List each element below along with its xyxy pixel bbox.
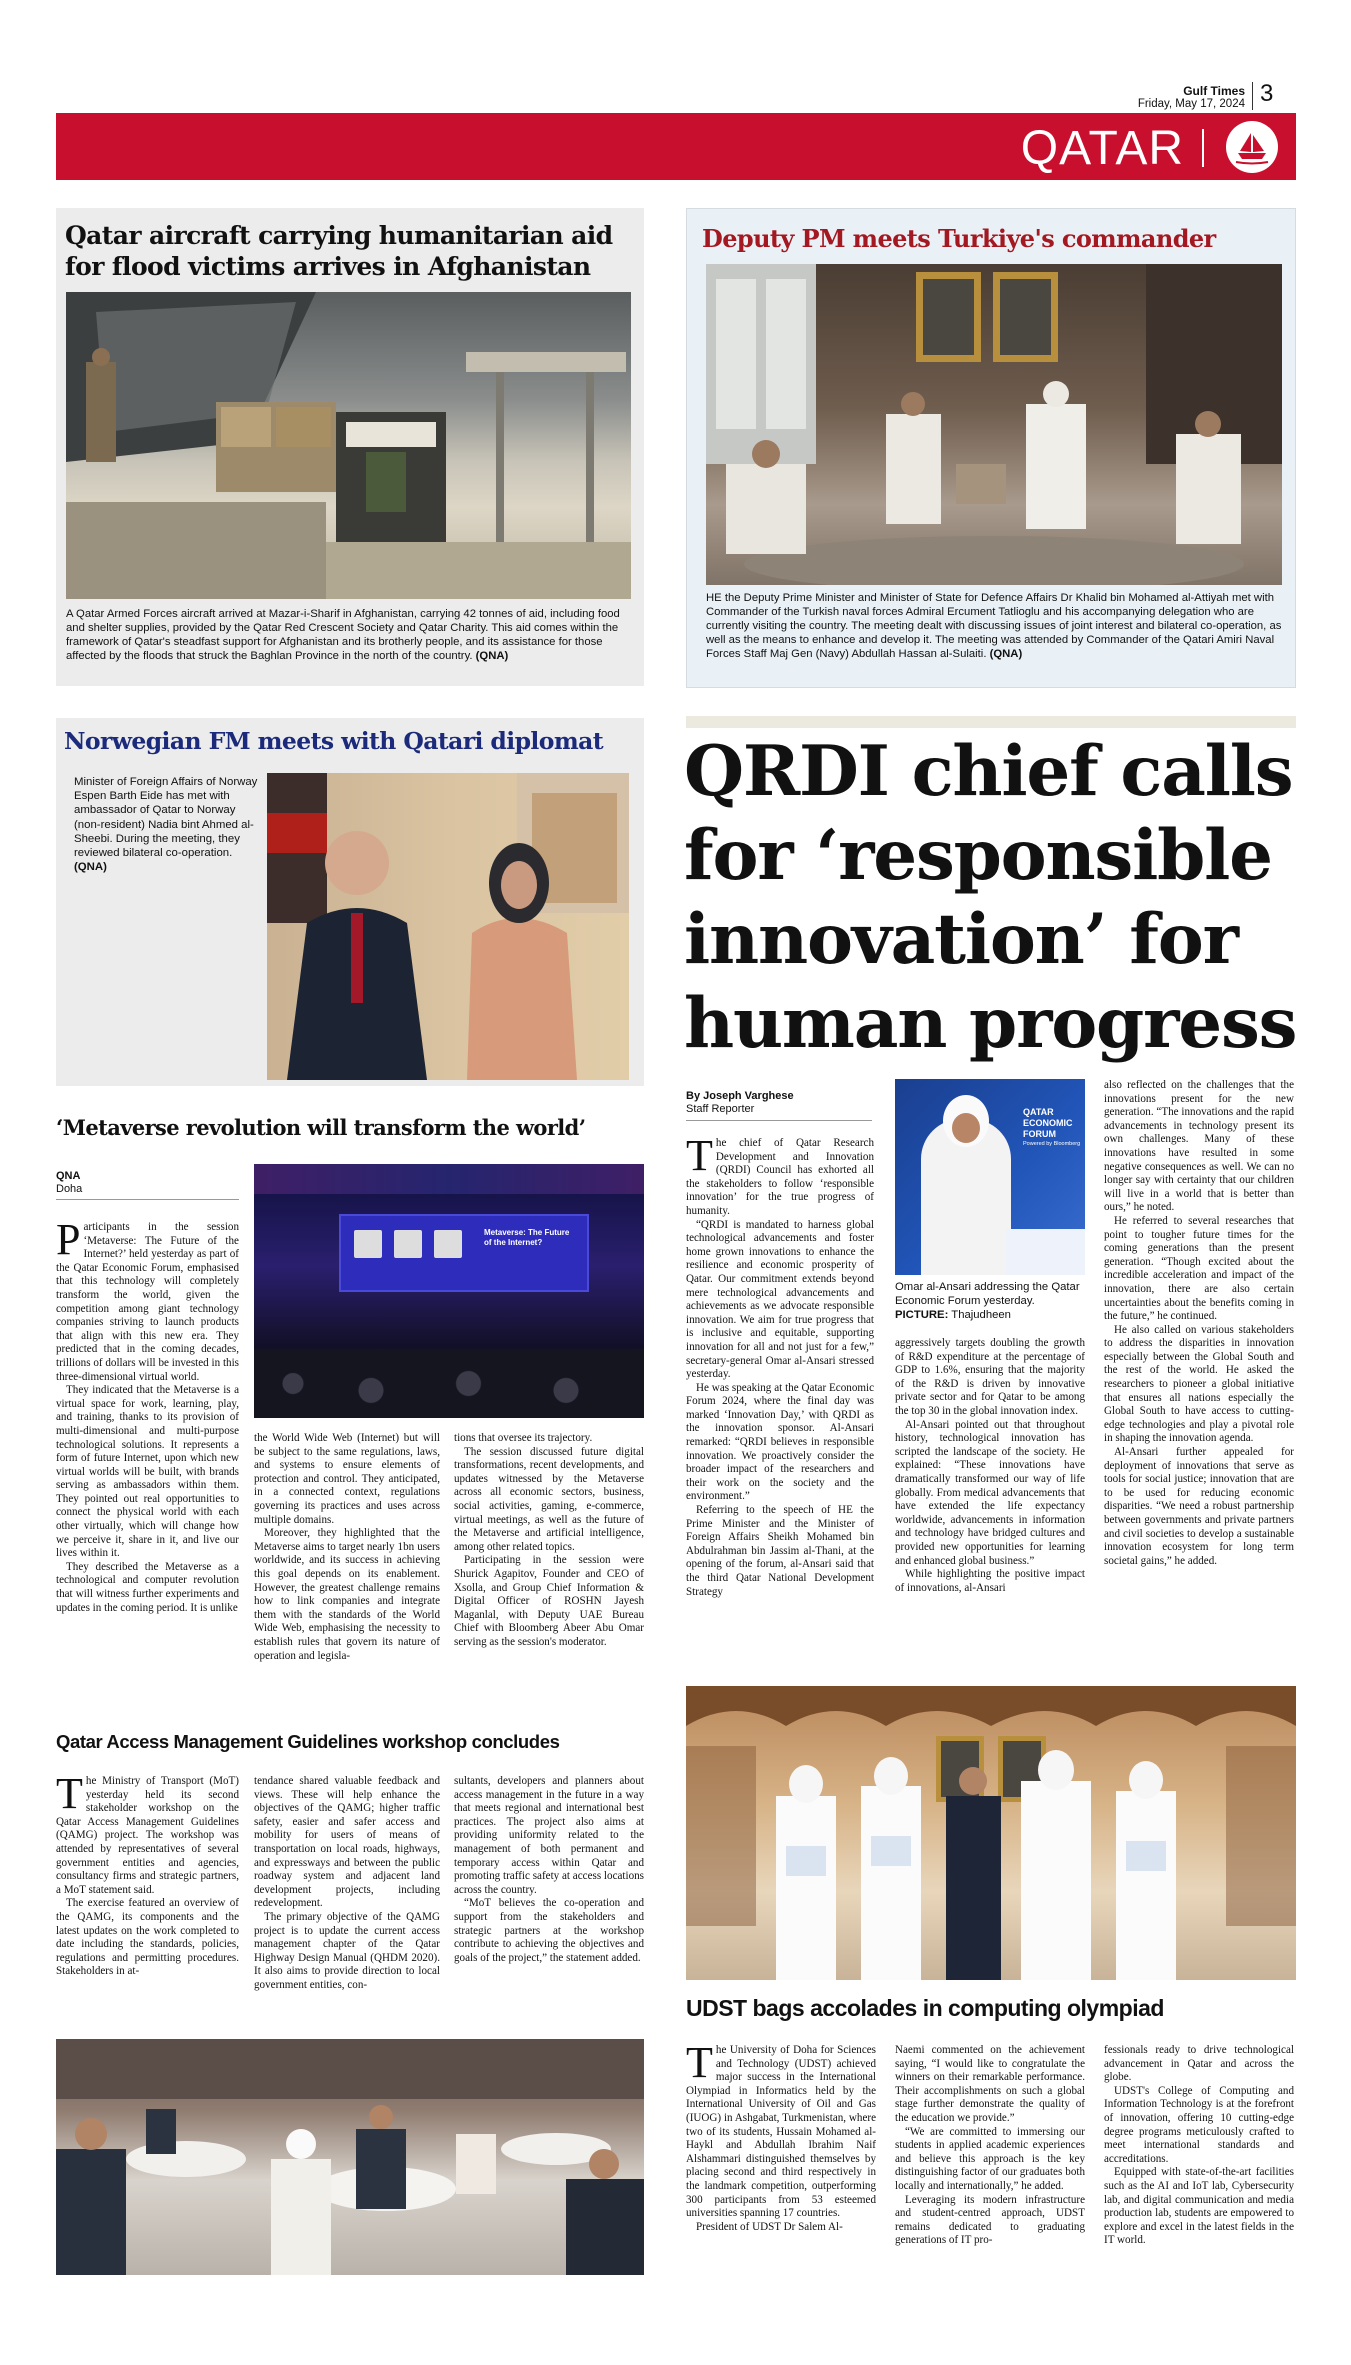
access-para: “MoT believes the co-operation and support from the stakeholders and strategic partners at the workshop contribute to achieving the objectives and goals of the project,” the statement added. bbox=[454, 1897, 644, 1964]
metaverse-column-3 bbox=[454, 1432, 644, 1722]
metaverse-para: tions that oversee its trajectory. bbox=[454, 1432, 593, 1444]
metaverse-headline: ‘Metaverse revolution will transform the world’ bbox=[56, 1115, 586, 1140]
access-para: The primary objective of the QAMG project is to update the current access management chapter of the Qatar Highway Design Manual (QHDM 2020). It also aims to provide direction to local government entities, con- bbox=[254, 1910, 440, 1991]
udst-para: fessionals ready to drive technological advancement in Qatar and across the globe. bbox=[1104, 2044, 1294, 2084]
forum-banner-line: FORUM bbox=[1023, 1129, 1056, 1139]
section-divider bbox=[1202, 129, 1204, 167]
qrdi-para: aggressively targets doubling the growth of R&D expenditure at the percentage of GDP to 1.6%, ensuring that the majority of the R&D is driven by innovative private sector and for Qatar to be among the top 30 in the global innovation index. bbox=[895, 1337, 1085, 1417]
metaverse-para: Participating in the session were Shurick Agapitov, Founder and CEO of Xsolla, and Group Chief Information & Digital Officer of ROSHN Jayesh Maganlal, with Deputy UAE Bureau Chief with Bloomberg Abeer Abu Omar serving as the session's moderator. bbox=[454, 1554, 644, 1648]
qrdi-photo-caption-text: Omar al-Ansari addressing the Qatar Economic Forum yesterday. bbox=[895, 1281, 1080, 1307]
qrdi-para: While highlighting the positive impact of innovations, al-Ansari bbox=[895, 1568, 1085, 1594]
metaverse-para-text: articipants in the session ‘Metaverse: The Future of the Internet?’ held yesterday as part of the Qatar Economic Forum, emphasised that this technology will completely transform the world, given the competition among giant technology companies striving to launch products that align with this new era. They predicted that in the coming decades, trillions of dollars will be invested in this three-dimensional virtual world. bbox=[56, 1221, 239, 1383]
section-banner bbox=[56, 113, 1296, 180]
forum-banner-line: QATAR bbox=[1023, 1107, 1054, 1117]
qrdi-dropcap: T bbox=[686, 1137, 713, 1180]
dhow-icon bbox=[1226, 121, 1278, 173]
udst-para: UDST's College of Computing and Information Technology is at the forefront of innovation, offering 10 cutting-edge degree programs meticulously crafted to meet international standards and accreditations. bbox=[1104, 2084, 1294, 2165]
access-para-text: he Ministry of Transport (MoT) yesterday held its second stakeholder workshop on the Qatar Access Management Guidelines (QAMG) project. The workshop was attended by representatives of several government entities and agencies, consultancy firms and strategic partners, a MoT statement said. bbox=[56, 1775, 239, 1896]
metaverse-dateline: QNA bbox=[56, 1170, 81, 1182]
metaverse-para: Moreover, they highlighted that the Metaverse aims to target nearly 1bn users worldwide, and its success in achieving this goal depends on its enablement. However, the greatest challenge remains how to link companies and integrate them with the standards of the World Wide Web, emphasising the necessity to establish rules that govern its nature of operation and legisla- bbox=[254, 1527, 440, 1662]
metaverse-para: They indicated that the Metaverse is a virtual space for work, learning, play, and training, thanks to its provision of multi-dimensional and multi-purpose technological solutions. It represents a form of future Internet, upon which new virtual worlds will be built, with brands serving as ambassadors within them. They pointed out real opportunities to connect the physical world with each other virtually, which will change how we perceive it, share in it, and live our lives within it. bbox=[56, 1384, 239, 1560]
qrdi-para: Al-Ansari pointed out that throughout history, technological innovation has scripted the landscape of the society. He explained: “These innovations have dramatically transformed our way of life globally. From medical advancements that have extended the life expectancy worldwide, advancements in information and technology have bridged cultures and provided new opportunities for learning and enhanced global business.” bbox=[895, 1418, 1085, 1567]
udst-column-3 bbox=[1104, 2044, 1294, 2284]
qrdi-para-text: he chief of Qatar Research Development and Innovation (QRDI) Council has exhorted all the stakeholders to follow ‘responsible innovation’ for the true progress of humanity. bbox=[686, 1137, 874, 1217]
photo-credit-name: Thajudheen bbox=[951, 1308, 1011, 1321]
norway-caption bbox=[74, 775, 264, 874]
metaverse-para: the World Wide Web (Internet) but will be subject to the same regulations, laws, and systems to ensure elements of protection and control. They anticipated, in a connected context, regulations governing its practices and uses across multiple domains. bbox=[254, 1432, 440, 1526]
udst-para: “We are committed to immersing our students in applied academic experiences and believe this approach is the key distinguishing factor of our graduates both locally and internationally,” he added. bbox=[895, 2125, 1085, 2192]
forum-banner-sub: Powered by Bloomberg bbox=[1023, 1141, 1081, 1147]
page-number-divider bbox=[1252, 82, 1253, 110]
afghan-caption bbox=[66, 607, 632, 663]
udst-para-text: he University of Doha for Sciences and Technology (UDST) achieved major success in the International Olympiad in Informatics held by the International University of Oil and Gas (IUOG) in Ashgabat, Turkmenistan, where two of its students, Hussain Mohamed al-Haykl and Abdullah Ibrahim Naif Alshammari distinguished themselves by placing second and third respectively in the landmark competition, outperforming 300 participants from 53 esteemed universities spanning 17 countries. bbox=[686, 2044, 876, 2220]
udst-para: Equipped with state-of-the-art facilities such as the AI and IoT lab, Cybersecurity lab, and digital communication and media production lab, students are empowered to explore and excel in the latest fields in the IT world. bbox=[1104, 2166, 1294, 2247]
qrdi-byline-rule bbox=[686, 1120, 872, 1121]
access-dropcap: T bbox=[56, 1775, 83, 1818]
qrdi-para: He referred to several researches that point to tougher future times for the coming generations than the present generation. “Though excited about the incredible acceleration and impact of the innovation, there are also certain uncertainties about the benefits coming in the future,” he continued. bbox=[1104, 1214, 1294, 1323]
turkiye-caption bbox=[706, 591, 1282, 661]
udst-para: President of UDST Dr Salem Al- bbox=[696, 2220, 843, 2233]
metaverse-column-2 bbox=[254, 1432, 440, 1722]
turkiye-headline: Deputy PM meets Turkiye's commander bbox=[702, 224, 1216, 253]
udst-para: Naemi commented on the achievement saying, “I would like to congratulate the winners on their remarkable performance. Their accomplishments on such a global stage further demonstrate the quality of the education we provide.” bbox=[895, 2044, 1085, 2124]
metaverse-para: The session discussed future digital transformations, recent developments, and updates witnessed by the Metaverse across all economic sectors, business, social activities, gaming, e-commerce, virtual meetings, as well as the future of the Metaverse and artificial intelligence, among other related topics. bbox=[454, 1445, 644, 1553]
qrdi-photo-caption bbox=[895, 1281, 1087, 1322]
norway-meeting-photo bbox=[267, 773, 629, 1080]
qrdi-column-1 bbox=[686, 1137, 874, 1657]
udst-award-photo bbox=[686, 1686, 1296, 1980]
qrdi-top-rule bbox=[686, 716, 1296, 728]
qrdi-speaker-photo bbox=[895, 1079, 1085, 1275]
udst-para: Leveraging its modern infrastructure and student-centred approach, UDST remains dedicated to graduating generations of IT pro- bbox=[895, 2193, 1085, 2247]
udst-para bbox=[686, 2044, 876, 2221]
turkiye-caption-text: HE the Deputy Prime Minister and Minister of State for Defence Affairs Dr Khalid bin Mohamed al-Attiyah met with Commander of the Turkish naval forces Admiral Ercument Tatlioglu and his accompanying delegation who are currently visiting the country. The meeting dealt with discussing issues of joint interest and bilateral co-operation, as well as the means to enhance and develop it. The meeting was attended by Commander of the Qatari Amiri Naval Forces Staff Maj Gen (Navy) Abdullah Hassan al-Sulaiti. bbox=[706, 592, 1282, 660]
qrdi-para: He also called on various stakeholders to address the disparities in innovation especially between the Global South and the rest of the world. He asked the researchers to pioneer a global initiative that ensures all nations especially the Global South to have access to cutting-edge technologies and play a pivotal role in shaping the innovation agenda. bbox=[1104, 1323, 1294, 1445]
speaker-face bbox=[952, 1113, 980, 1143]
afghan-caption-text: A Qatar Armed Forces aircraft arrived at Mazar-i-Sharif in Afghanistan, carrying 42 tonnes of aid, including food and shelter supplies, provided by the Qatar Red Crescent Society and Qatar Charity. This aid comes within the framework of Qatar's steadfast support for Afghanistan and its brotherly people, and its assistance for those affected by the floods that struck the Baghlan Province in the north of the country. bbox=[66, 608, 620, 662]
access-para: The exercise featured an overview of the QAMG, its components and the latest updates on the work completed to date including the standards, policies, regulations and permitting procedures. Stakeholders in at- bbox=[56, 1897, 239, 1978]
norway-headline: Norwegian FM meets with Qatari diplomat bbox=[64, 727, 603, 755]
qrdi-column-3 bbox=[1104, 1079, 1294, 1659]
metaverse-dropcap: P bbox=[56, 1221, 81, 1264]
access-para: tendance shared valuable feedback and views. These will help enhance the objectives of the QAMG; higher traffic safety, easier and safer access and mobility for users of means of transportation on local roads, highways, and expressways and between the public roadway system and adjacent land development projects, including redevelopment. bbox=[254, 1775, 440, 1910]
access-headline: Qatar Access Management Guidelines workshop concludes bbox=[56, 1731, 560, 1752]
qrdi-byline: By Joseph Varghese bbox=[686, 1090, 794, 1102]
podium bbox=[1005, 1229, 1085, 1275]
metaverse-column-1 bbox=[56, 1221, 239, 1721]
page-number: 3 bbox=[1260, 80, 1274, 107]
afghan-aircraft-photo bbox=[66, 292, 631, 599]
qrdi-para: also reflected on the challenges that the innovations present for the new generation. “The innovations and the rapid advancements in technology present its own challenges. Many of these innovations have resulted in some negative consequences as well. We can no longer say with certainty that our children will live in a world that is better than ours,” he noted. bbox=[1104, 1079, 1294, 1214]
qrdi-para bbox=[686, 1137, 874, 1219]
udst-dropcap: T bbox=[686, 2044, 713, 2087]
afghan-credit: (QNA) bbox=[475, 650, 509, 662]
qrdi-para: Al-Ansari further appealed for deployment of innovations that serve as tools for social justice; innovation that are to be used for reducing economic disparities. “We need a robust partnership between governments and private partners and civil societies to develop a sustainable innovation ecosystem for long term societal gains,” he added. bbox=[1104, 1446, 1294, 1567]
issue-date: Friday, May 17, 2024 bbox=[1137, 98, 1245, 110]
turkiye-meeting-photo bbox=[706, 264, 1282, 585]
photo-credit-label: PICTURE: bbox=[895, 1308, 949, 1321]
qrdi-role: Staff Reporter bbox=[686, 1103, 755, 1115]
qrdi-column-2 bbox=[895, 1337, 1085, 1657]
metaverse-para bbox=[56, 1221, 239, 1384]
stage-screen-title: Metaverse: The Future of the Internet? bbox=[484, 1228, 570, 1247]
paper-name: Gulf Times bbox=[1183, 84, 1245, 98]
udst-column-1 bbox=[686, 2044, 876, 2284]
udst-headline: UDST bags accolades in computing olympiad bbox=[686, 1995, 1164, 2021]
stage-light bbox=[254, 1164, 644, 1194]
metaverse-dateline-rule bbox=[56, 1199, 239, 1200]
access-para: sultants, developers and planners about access management in the future in a way that meets regional and international best practices. The project also aims at providing uniformity related to the management of both permanent and temporary access within Qatar and promoting traffic safety at access locations across the country. bbox=[454, 1775, 644, 1896]
audience bbox=[254, 1349, 644, 1418]
metaverse-para: They described the Metaverse as a technological and computer revolution that will witness further experiments and updates in the coming period. It is unlike bbox=[56, 1560, 239, 1614]
forum-banner-line: ECONOMIC bbox=[1023, 1118, 1073, 1128]
access-para bbox=[56, 1775, 239, 1897]
afghan-headline: Qatar aircraft carrying humanitarian aid for flood victims arrives in Afghanistan bbox=[65, 221, 613, 281]
section-title: QATAR bbox=[1020, 122, 1184, 175]
qrdi-headline: QRDI chief calls for ‘responsible innovation’ for human progress bbox=[684, 731, 1297, 1064]
speaker-thumb bbox=[434, 1230, 462, 1258]
access-column-2 bbox=[254, 1775, 440, 2035]
norway-caption-text: Minister of Foreign Affairs of Norway Espen Barth Eide has met with ambassador of Qatar to Norway (non-resident) Nadia bint Ahmed al-Sheebi. During the meeting, they reviewed bilateral co-operation. bbox=[74, 776, 258, 860]
metaverse-place: Doha bbox=[56, 1183, 83, 1195]
udst-column-2 bbox=[895, 2044, 1085, 2284]
access-workshop-photo bbox=[56, 2039, 644, 2275]
forum-banner bbox=[1023, 1107, 1083, 1148]
qrdi-para: Referring to the speech of HE the Prime Minister and the Minister of Foreign Affairs Sheikh Mohamed bin Abdulrahman bin Jassim al-Thani, at the opening of the forum, al-Ansari said that the third Qatar National Development Strategy bbox=[686, 1504, 874, 1598]
qrdi-para: “QRDI is mandated to harness global technological advancements and foster home grown innovations to enhance the resilience and economic prosperity of Qatar. Our commitment extends beyond mere technological advancements and achievements as we advocate responsible innovation. We aim for true progress that is inclusive and equitable, supporting innovation for all and not just for a few,” secretary-general Omar al-Ansari stressed yesterday. bbox=[686, 1218, 874, 1381]
turkiye-credit: (QNA) bbox=[989, 648, 1023, 660]
speaker-thumb bbox=[354, 1230, 382, 1258]
qrdi-para: He was speaking at the Qatar Economic Forum 2024, where the final day was marked ‘Innovation Day,’ with QRDI as the innovation sponsor. Al-Ansari remarked: “QRDI believes in responsible innovation. We proactively consider the broader impact of the researchers and their work on the society and the environment.” bbox=[686, 1381, 874, 1503]
access-column-1 bbox=[56, 1775, 239, 2035]
access-column-3 bbox=[454, 1775, 644, 2035]
speaker-thumb bbox=[394, 1230, 422, 1258]
metaverse-session-photo bbox=[254, 1164, 644, 1418]
norway-credit: (QNA) bbox=[74, 861, 107, 874]
